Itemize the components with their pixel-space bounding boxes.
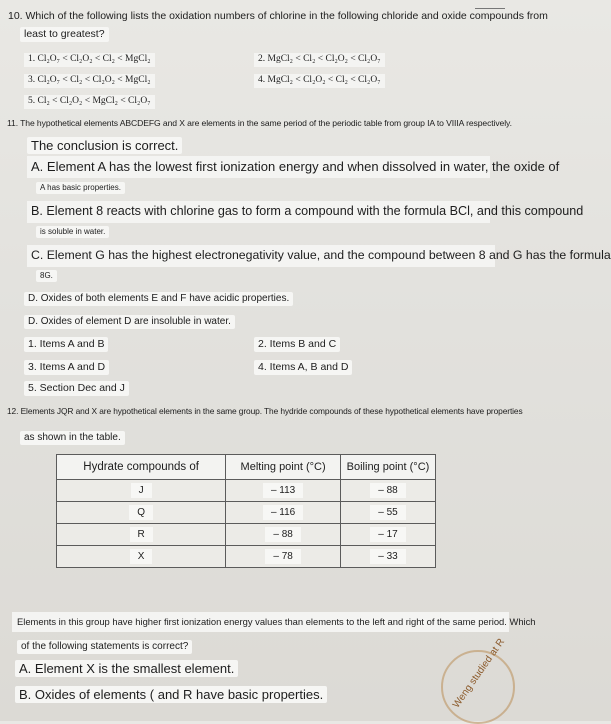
cell-compound: J [57,480,226,502]
q10-stem-line2: least to greatest? [20,27,109,42]
q11-statement-b-line1: B. Element 8 reacts with chlorine gas to form a compound with the formula BCl, and this compound [31,204,584,218]
q11-choice-3[interactable]: 3. Items A and D [24,360,109,375]
q11-statement-c-line2: 8G. [36,270,57,282]
cell-compound: X [57,546,226,568]
q11-choice-2[interactable]: 2. Items B and C [254,337,340,352]
col-header-melting: Melting point (°C) [226,455,341,480]
q10-stem-line1: 10. Which of the following lists the oxidation numbers of chlorine in the following chloride and oxide compounds from [8,10,548,22]
q11-statement-e: D. Oxides of element D are insoluble in water. [24,315,235,329]
hydride-properties-table [56,454,436,568]
q11-statement-a-line1: A. Element A has the lowest first ionization energy and when dissolved in water, the oxide of [31,159,560,174]
q12-stem-line1: 12. Elements JQR and X are hypothetical elements in the same group. The hydride compounds of these hypothetical elements have properties [7,406,523,416]
q11-choice-4[interactable]: 4. Items A, B and D [254,360,352,375]
table-row [57,524,436,546]
q10-option-3[interactable]: 3. Cl₂O₇ < Cl₂ < Cl₂O₂ < MgCl₂ [24,74,155,88]
cell-compound: R [57,524,226,546]
table-row [57,480,436,502]
q11-statement-d: D. Oxides of both elements E and F have acidic properties. [24,292,293,306]
q11-statement-c-line1: C. Element G has the highest electronegativity value, and the compound between 8 and G has the formula [31,248,611,262]
q11-choice-5[interactable]: 5. Section Dec and J [24,381,129,396]
q12-statement-b: B. Oxides of elements ( and R have basic properties. [15,686,327,703]
top-rule [475,8,505,9]
table-header-row [57,455,436,480]
q11-stem: 11. The hypothetical elements ABCDEFG and X are elements in the same period of the periodic table from group IA to VIIIA respectively. [7,118,512,128]
watermark-stamp [441,650,515,724]
q11-choice-1[interactable]: 1. Items A and B [24,337,108,352]
cell-boiling: – 17 [340,524,435,546]
cell-compound: Q [57,502,226,524]
cell-boiling: – 33 [340,546,435,568]
cell-melting: – 88 [226,524,341,546]
cell-melting: – 113 [226,480,341,502]
q12-post-line1: Elements in this group have higher first ionization energy values than elements to the left and right of the same period. Which [17,616,536,627]
q10-option-2[interactable]: 2. MgCl₂ < Cl₂ < Cl₂O₂ < Cl₂O₇ [254,53,385,67]
q11-statement-a-line2: A has basic properties. [36,182,125,194]
col-header-compound: Hydrate compounds of [57,455,226,480]
q12-statement-a: A. Element X is the smallest element. [15,660,238,677]
q10-option-1[interactable]: 1. Cl₂O₇ < Cl₂O₂ < Cl₂ < MgCl₂ [24,53,155,67]
watermark-text: Weng studied at R [450,636,508,711]
q11-statement-b-line2: is soluble in water. [36,226,109,238]
q12-post-line2: of the following statements is correct? [17,640,192,654]
cell-boiling: – 88 [340,480,435,502]
col-header-boiling: Boiling point (°C) [340,455,435,480]
q10-option-5[interactable]: 5. Cl₂ < Cl₂O₂ < MgCl₂ < Cl₂O₇ [24,95,155,109]
table-row [57,502,436,524]
cell-boiling: – 55 [340,502,435,524]
cell-melting: – 116 [226,502,341,524]
cell-melting: – 78 [226,546,341,568]
table-row [57,546,436,568]
q12-stem-line2: as shown in the table. [20,431,125,445]
q11-intro: The conclusion is correct. [27,137,182,154]
q10-option-4[interactable]: 4. MgCl₂ < Cl₂O₂ < Cl₂ < Cl₂O₇ [254,74,385,88]
